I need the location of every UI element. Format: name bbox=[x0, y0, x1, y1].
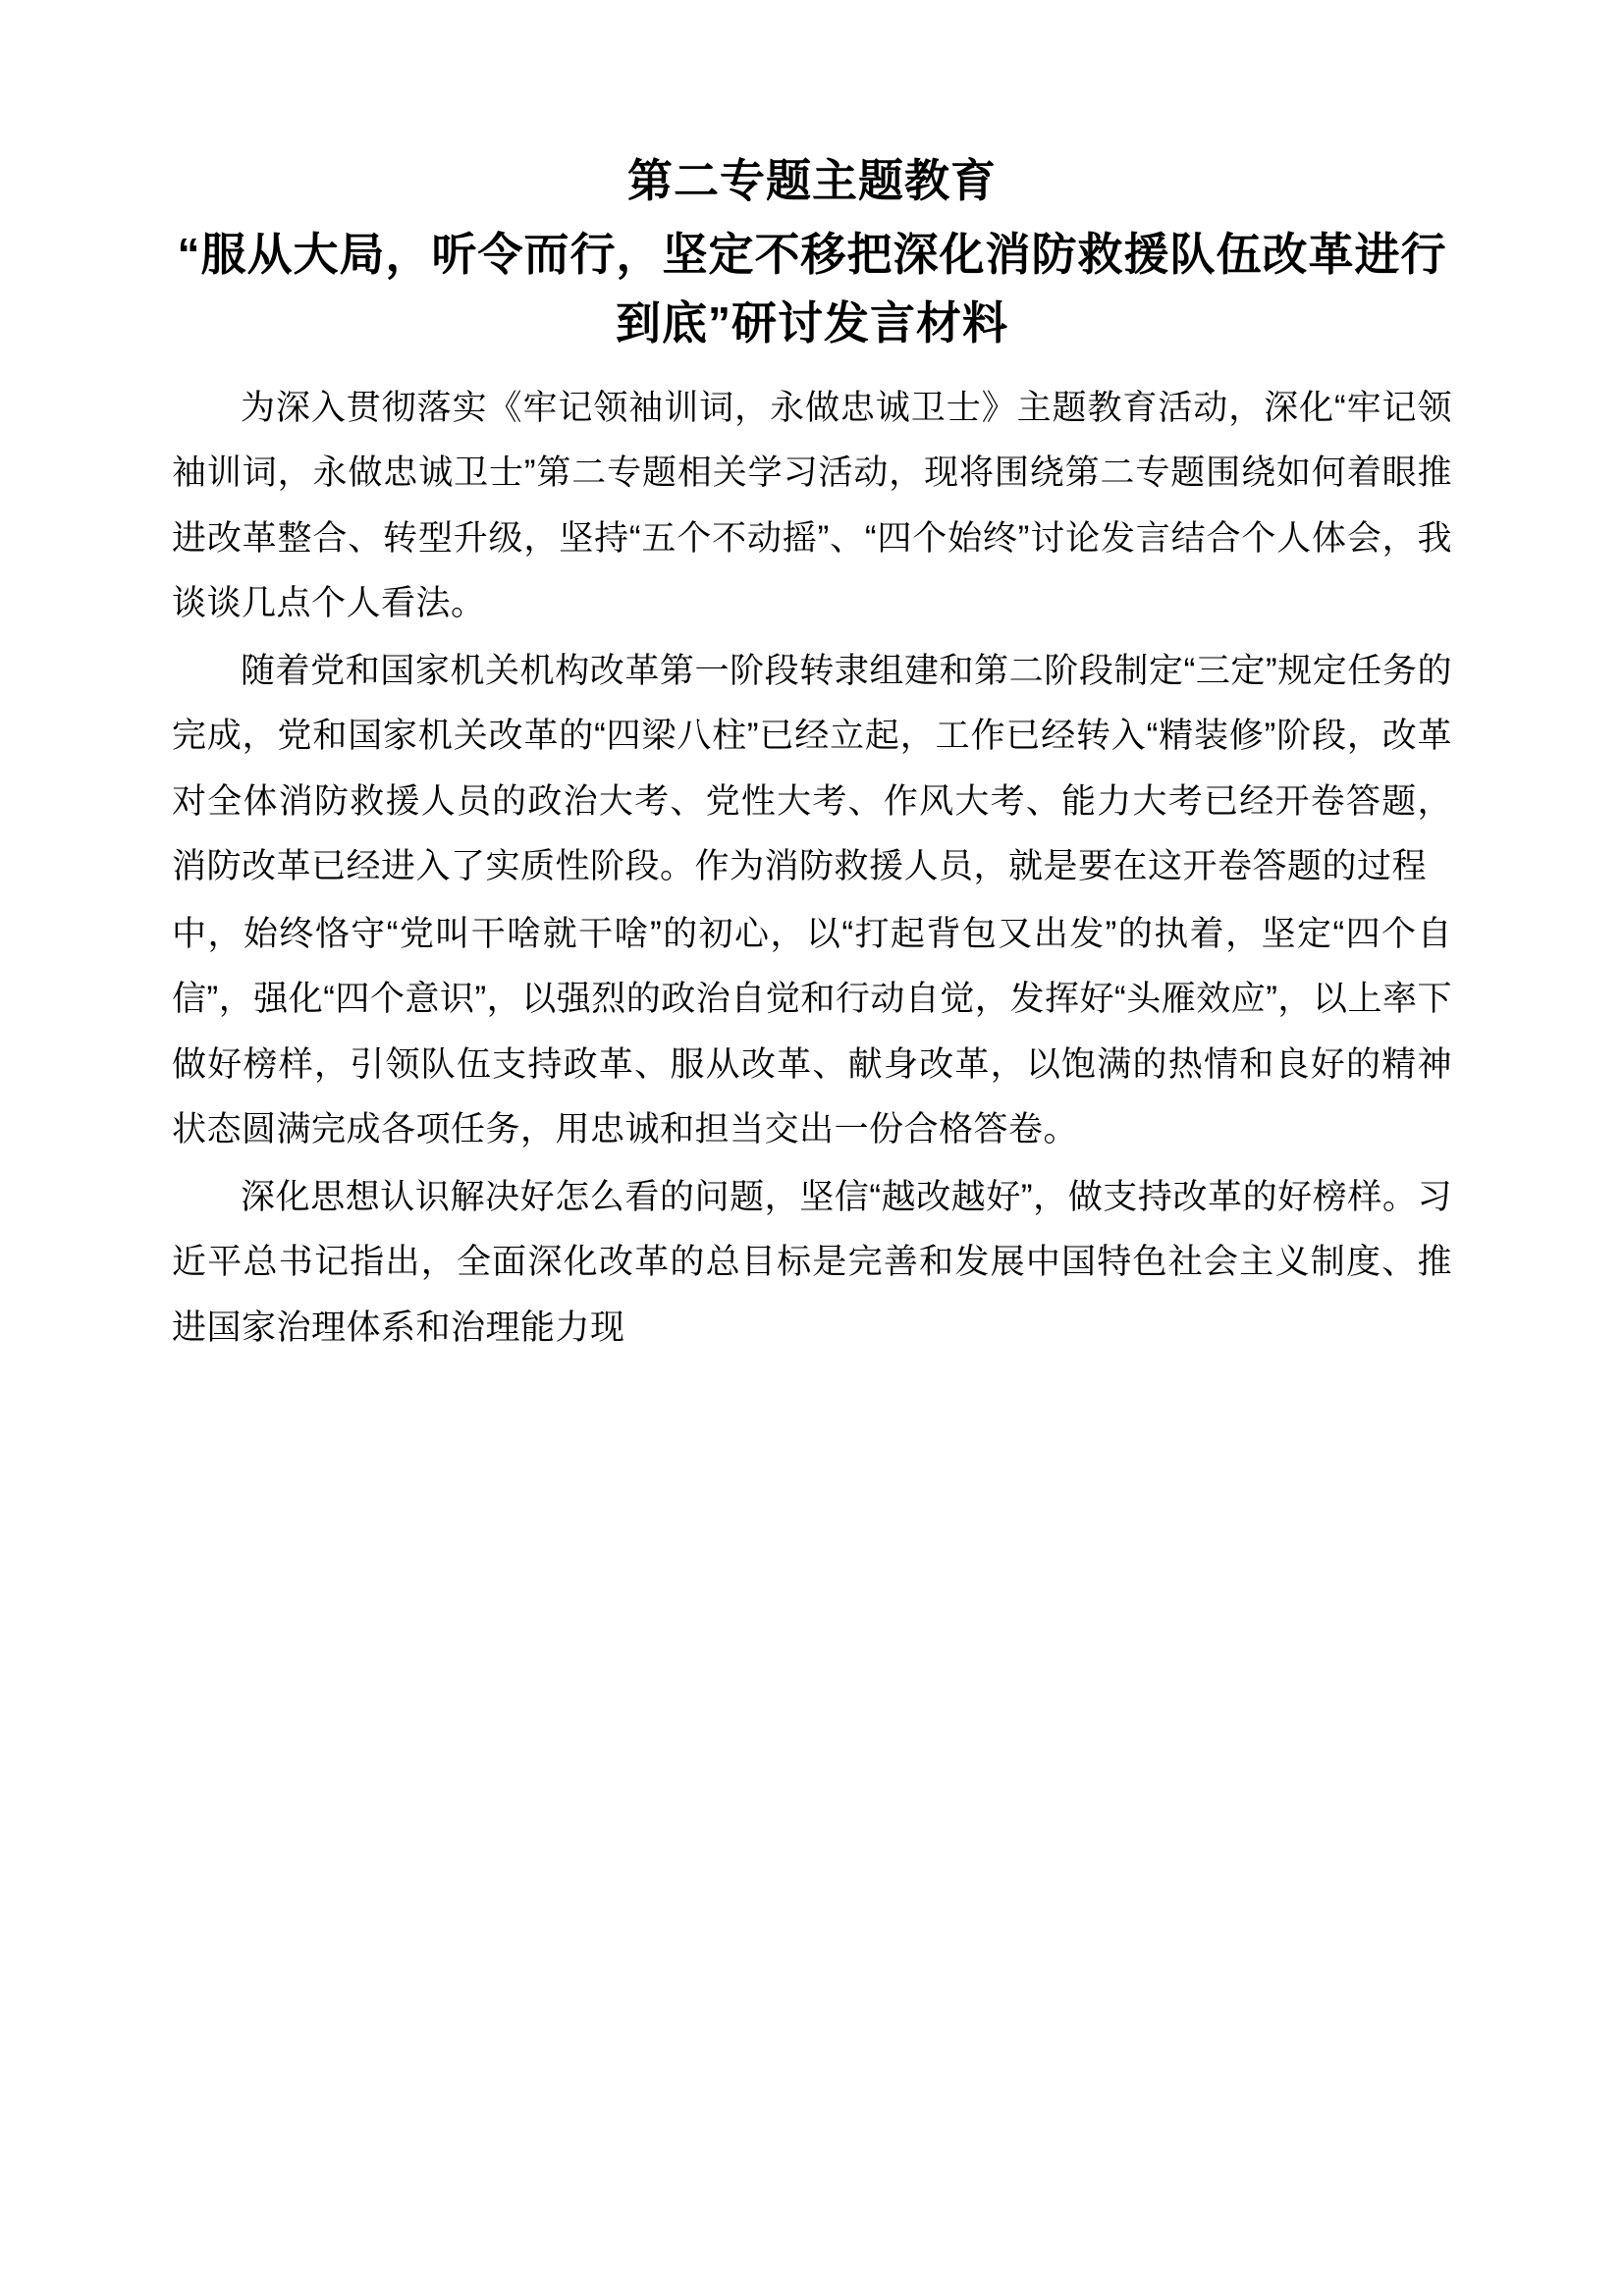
page-subtitle: “服从大局，听令而行，坚定不移把深化消防救援队伍改革进行到底”研讨发言材料 bbox=[177, 229, 1447, 348]
body-paragraph-4: 深化思想认识解决好怎么看的问题，坚信“越改越好”，做支持改革的好榜样。习近平总书记指出，全面深化改革的总目标是完善和发展中国特色社会主义制度、推进国家治理体系和治理能力现 bbox=[172, 1177, 1452, 1347]
page-title: 第二专题主题教育 bbox=[627, 155, 997, 206]
body-paragraph-3: 中，始终恪守“党叫干啥就干啥”的初心，以“打起背包又出发”的执着，坚定“四个自信”，强化“四个意识”，以强烈的政治自觉和行动自觉，发挥好“头雁效应”，以上率下做好榜样，引领队伍支持政革、服从改革、献身改革，以饱满的热情和良好的精神状态圆满完成各项任务，用忠诚和担当交出一份合格答卷。 bbox=[172, 914, 1452, 1149]
body-paragraph-2: 随着党和国家机关机构改革第一阶段转隶组建和第二阶段制定“三定”规定任务的完成，党和国家机关改革的“四梁八柱”已经立起，工作已经转入“精装修”阶段，改革对全体消防救援人员的政治大考、党性大考、作风大考、能力大考已经开卷答题，消防改革已经进入了实质性阶段。作为消防救援人员，就是要在这开卷答题的过程 bbox=[172, 651, 1452, 886]
body-paragraph-1: 为深入贯彻落实《牢记领袖训词，永做忠诚卫士》主题教育活动，深化“牢记领袖训词，永做忠诚卫士”第二专题相关学习活动，现将围绕第二专题围绕如何着眼推进改革整合、转型升级，坚持“五个不动摇”、“四个始终”讨论发言结合个人体会，我谈谈几点个人看法。 bbox=[172, 388, 1452, 623]
